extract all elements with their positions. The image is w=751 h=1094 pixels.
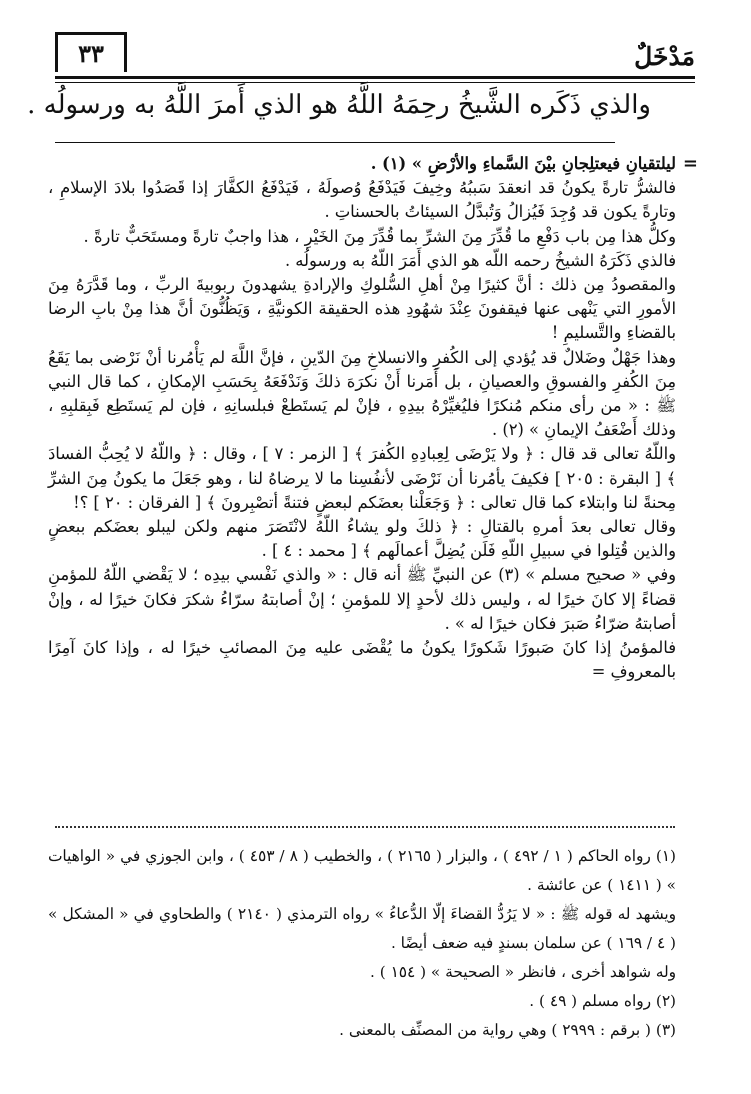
page-header [55,30,695,78]
footnote: (١) رواه الحاكم ( ١ / ٤٩٢ ) ، والبزار ( ٢١٦٥ ) ، والخطيب ( ٨ / ٤٥٣ ) ، وابن الجوزي في « الواهيات » ( ١٤١١ ) عن عائشة . [48,847,676,894]
footnote-separator [55,826,675,828]
footnote: (٢) رواه مسلم ( ٤٩ ) . [529,992,676,1010]
header-rule-thick [55,76,695,79]
paragraph: فالذي ذَكَرَهُ الشيخُ رحمه اللّه هو الذي أَمَرَ اللّهُ به ورسولُه . [284,250,676,270]
continuation-mark: = [682,153,698,174]
paragraph: وهذا جَهْلٌ وضَلالٌ قد يُؤدي إلى الكُفرِ والانسلاخِ مِنَ الدّينِ ، فإنَّ اللَّهَ لم يَأْمُرنا أنْ نَرْضى بما يَقَعُ مِنَ الكُفرِ والفسوقِ والعصيانِ ، بل أَمَرنا أَنْ نكرَهَ ذلكَ وَنَدْفَعَهُ بِحَسَبِ الإمكانِ ، كما قال النبي ﷺ : « من رأى منكم مُنكرًا فليُغيِّرْهُ بيدِهِ ، فإنْ لم يَستَطعْ فبلسانِهِ ، فإن لم يَستَطِع فَبِقلبِهِ ، وذلك أَضْعَفُ الإيمانِ » (٢) . [48,347,676,440]
paragraph: والمقصودُ مِن ذلك : أنَّ كثيرًا مِنْ أهلِ السُّلوكِ والإرادةِ يشهدونَ ربوبيةَ الربِّ ، وما قَدَّرَهُ مِنَ الأمورِ التي يَنْهى عنها فيقفونَ عِنْدَ شهُودِ هذه الحقيقة الكونيَّةِ ، وَيَظُنُّونَ أنَّ هذا مِنْ بابِ الرضا بالقضاءِ والتَّسليمِ ! [48,275,676,343]
footnote: وله شواهد أخرى ، فانظر « الصحيحة » ( ١٥٤ ) . [370,963,676,981]
quote-underline [55,142,615,143]
paragraph: فالشرُّ تارةً يكونُ قد انعقدَ سَببُهُ وخِيفَ فَيَدْفَعُ وُصولَهُ ، فَيَدْفَعُ الكفَّارَ إذا قَصَدُوا بلادَ الإسلامِ ، وتارةً يكون قد وُجِدَ فَيُزالُ وَتُبدَّلُ السيئاتُ بالحسناتِ . [48,178,676,222]
paragraph: وفي « صحيح مسلم » (٣) عن النبيِّ ﷺ أنه قال : « والذي نَفْسي بيدِه ؛ لا يَقْضي اللّهُ للمؤمنِ قضاءً إلا كانَ خيرًا له ، وليس ذلك لأحدٍ إلا للمؤمنِ ؛ إنْ أصابتهُ سرّاءُ شكرَ فكانَ خيرًا له ، وإنْ أصابتهُ ضرّاءُ صَبرَ فكان خيرًا له » . [48,565,676,633]
main-text [48,152,698,684]
footnote: (٣) ( برقم : ٢٩٩٩ ) وهي رواية من المصنِّف بالمعنى . [339,1021,676,1039]
footnote: ويشهد له قوله ﷺ : « لا يَرُدُّ القضاءَ إلّا الدُّعاءُ » رواه الترمذي ( ٢١٤٠ ) والطحاوي في « المشكل » ( ٤ / ١٦٩ ) عن سلمان بسندٍ فيه ضعف أيضًا . [48,905,676,952]
paragraph: وكلُّ هذا مِن باب دَفْعِ ما قُدِّرَ مِنَ الشرِّ بما قُدِّرَ مِنَ الخَيْرِ ، هذا واجبٌ تارةً ومستَحَبٌّ تارةً . [83,226,676,246]
page-number: ٣٣ [55,32,127,72]
paragraph: فالمؤمنُ إذا كانَ صَبورًا شَكورًا يكونُ ما يُقْضَى عليه مِنَ المصائبِ خيرًا له ، وإذا كانَ آمِرًا بالمعروفِ = [48,638,676,682]
quoted-heading-line: والذي ذَكَره الشَّيخُ رحِمَهُ اللَّهُ هو الذي أَمرَ اللَّهُ به ورسولُه . [27,90,651,120]
header-rule-thin [55,82,695,83]
running-title: مَدْخَلٌ [634,42,695,71]
footnotes [48,842,676,1045]
paragraph: واللّهُ تعالى قد قال : ﴿ ولا يَرْضَى لِعِبادِهِ الكُفرَ ﴾ [ الزمر : ٧ ] ، وقال : ﴿ واللّهُ لا يُحِبُّ الفسادَ ﴾ [ البقرة : ٢٠٥ ] فكيفَ يأمُرنا أن نَرْضَى لأنفُسِنا ما لا يرضاهُ لنا ، وهو جَعَلَ ما يكونُ مِنَ الشرِّ مِحنةً لنا وابتلاء كما قال تعالى : ﴿ وَجَعَلْنا بعضَكم لبعضٍ فتنةً أتصْبِرونَ ﴾ [ الفرقان : ٢٠ ] ؟! [48,444,676,512]
paragraph: ليلتقيانِ فيعتلِجانِ بيْنَ السَّماءِ والأرْضِ » (١) . [370,154,676,173]
paragraph: وقال تعالى بعدَ أمرهِ بالقتالِ : ﴿ ذلكَ ولو يشاءُ اللّهُ لانْتَصَرَ منهم ولكن ليبلو بعضَكم ببعضٍ والذين قُتِلوا في سبيلِ اللّهِ فَلَن يُضِلَّ أعمالَهم ﴾ [ محمد : ٤ ] . [48,517,676,561]
